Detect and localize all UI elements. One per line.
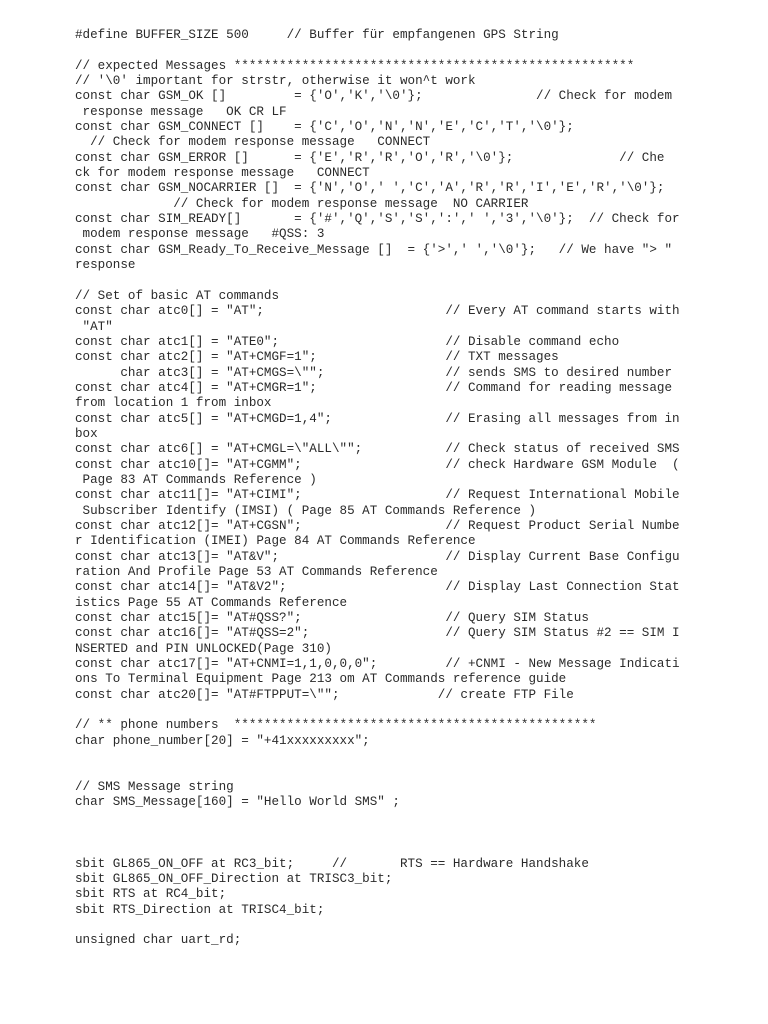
code-line: // Check for modem response message CONNECT [75,135,431,150]
code-line: const char atc5[] = "AT+CMGD=1,4"; // Erasing all messages from in [75,411,680,426]
code-line: const char SIM_READY[] = {'#','Q','S','S',':',' ','3','\0'}; // Check for [75,212,680,227]
code-line [75,43,675,58]
code-line: char phone_number[20] = "+41xxxxxxxxx"; [75,733,370,748]
code-line: const char atc11[]= "AT+CIMI"; // Request International Mobile [75,488,680,503]
code-line: response [75,258,136,273]
source-code-block [75,28,680,949]
code-line [75,811,675,826]
code-line: const char GSM_OK [] = {'O','K','\0'}; // Check for modem [75,89,673,104]
code-line [75,841,675,856]
code-line: const char GSM_ERROR [] = {'E','R','R','O','R','\0'}; // Che [75,150,665,165]
code-line: char atc3[] = "AT+CMGS=\""; // sends SMS to desired number [75,365,673,380]
code-line: box [75,426,98,441]
code-line [75,826,675,841]
code-line: response message OK CR LF [75,104,287,119]
code-line [75,918,675,933]
code-line: const char atc16[]= "AT#QSS=2"; // Query SIM Status #2 == SIM I [75,626,680,641]
code-line: const char atc4[] = "AT+CMGR=1"; // Command for reading message [75,380,673,395]
code-line: // expected Messages ***************************************************** [75,58,635,73]
code-line: Page 83 AT Commands Reference ) [75,472,317,487]
code-line: const char atc15[]= "AT#QSS?"; // Query SIM Status [75,611,589,626]
code-line: // Set of basic AT commands [75,288,280,303]
code-line: sbit GL865_ON_OFF at RC3_bit; // RTS == Hardware Handshake [75,856,589,871]
code-line: const char atc2[] = "AT+CMGF=1"; // TXT messages [75,350,559,365]
code-line: char SMS_Message[160] = "Hello World SMS" ; [75,795,400,810]
code-line: ons To Terminal Equipment Page 213 om AT Commands reference guide [75,672,567,687]
code-line: ration And Profile Page 53 AT Commands Reference [75,565,438,580]
code-line: const char atc12[]= "AT+CGSN"; // Request Product Serial Numbe [75,519,680,533]
code-line [75,274,675,289]
code-line: const char atc10[]= "AT+CGMM"; // check Hardware GSM Module ( [75,457,680,472]
code-line: const char atc6[] = "AT+CMGL=\"ALL\""; // Check status of received SMS [75,442,680,457]
code-line: istics Page 55 AT Commands Reference [75,595,348,610]
code-line: // ** phone numbers ************************************************ [75,718,597,733]
code-line: const char atc1[] = "ATE0"; // Disable command echo [75,334,620,349]
code-line: const char atc20[]= "AT#FTPPUT=\""; // create FTP File [75,687,574,702]
code-line: const char GSM_CONNECT [] = {'C','O','N','N','E','C','T','\0'}; [75,120,574,135]
code-line [75,703,675,718]
code-line: // SMS Message string [75,779,234,794]
code-line: modem response message #QSS: 3 [75,227,325,242]
code-line: sbit RTS at RC4_bit; [75,887,227,902]
code-line: #define BUFFER_SIZE 500 // Buffer für empfangenen GPS String [75,28,559,42]
code-line: const char atc0[] = "AT"; // Every AT command starts with [75,304,680,319]
code-line [75,749,675,764]
code-line: const char GSM_Ready_To_Receive_Message [] = {'>',' ','\0'}; // We have "> " [75,242,673,257]
code-line: // '\0' important for strstr, otherwise it won^t work [75,74,476,89]
code-line: Subscriber Identify (IMSI) ( Page 85 AT Commands Reference ) [75,503,537,518]
code-line: sbit GL865_ON_OFF_Direction at TRISC3_bit; [75,871,393,886]
code-line: // Check for modem response message NO CARRIER [75,196,529,211]
code-line: const char atc14[]= "AT&V2"; // Display Last Connection Stat [75,580,680,595]
code-line: "AT" [75,319,113,334]
code-line: const char atc17[]= "AT+CNMI=1,1,0,0,0"; // +CNMI - New Message Indicati [75,657,680,672]
code-line [75,765,675,780]
code-line: r Identification (IMEI) Page 84 AT Commands Reference [75,534,476,549]
code-line: NSERTED and PIN UNLOCKED(Page 310) [75,641,332,656]
code-line: ck for modem response message CONNECT [75,166,370,181]
code-line: const char atc13[]= "AT&V"; // Display Current Base Configu [75,549,680,564]
code-line: sbit RTS_Direction at TRISC4_bit; [75,902,325,917]
code-line: from location 1 from inbox [75,396,272,411]
code-line: const char GSM_NOCARRIER [] = {'N','O',' ','C','A','R','R','I','E','R','\0'}; [75,181,665,196]
code-line: unsigned char uart_rd; [75,933,242,948]
